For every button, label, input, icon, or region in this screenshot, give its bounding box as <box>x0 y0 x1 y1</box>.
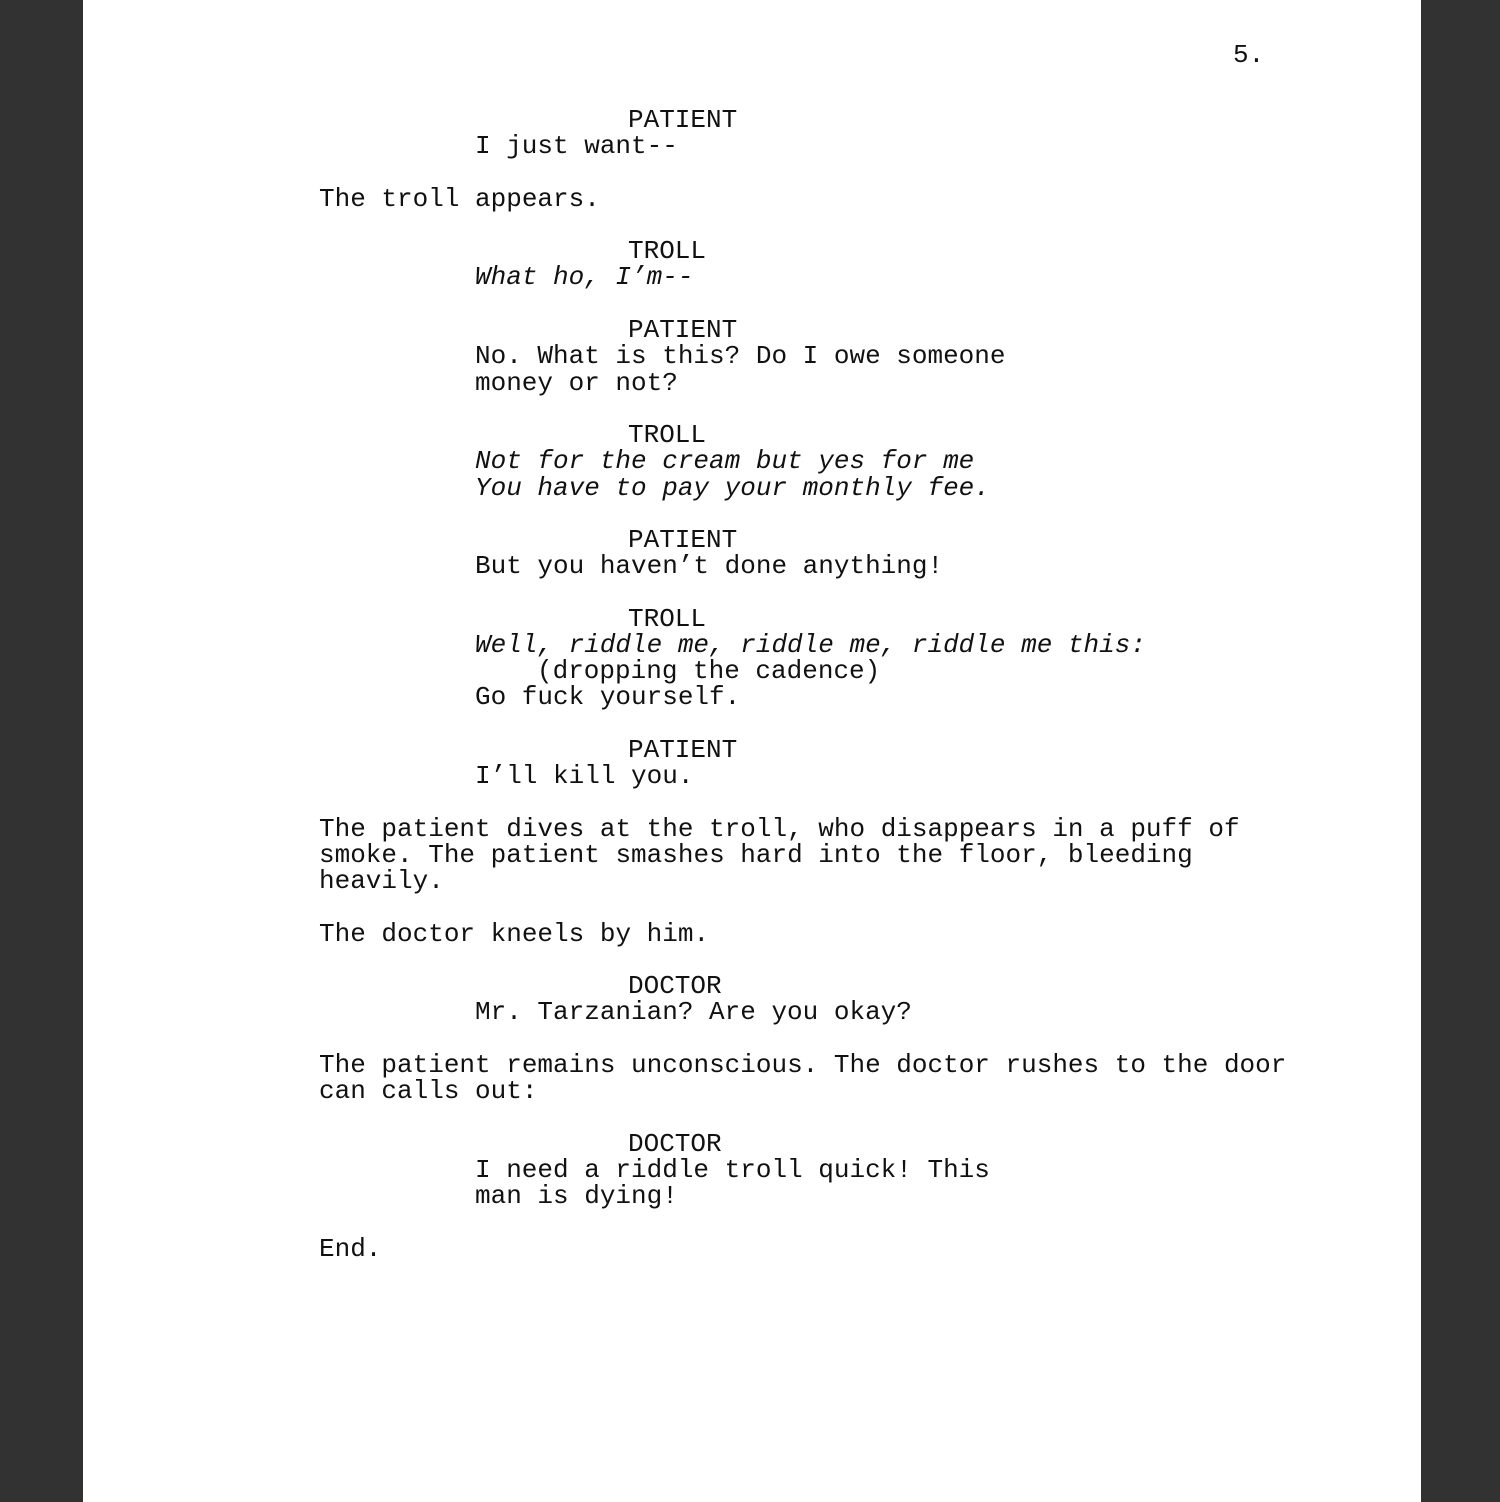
page-number: 5. <box>1233 40 1265 70</box>
character-name: DOCTOR <box>628 1129 722 1159</box>
character-name: PATIENT <box>628 525 738 555</box>
dialogue-line: man is dying! <box>475 1181 678 1211</box>
action-line: heavily. <box>319 866 444 896</box>
character-name: DOCTOR <box>628 971 722 1001</box>
script-page <box>83 0 1421 1502</box>
dialogue-line: money or not? <box>475 368 678 398</box>
character-name: PATIENT <box>628 105 738 135</box>
action-line: The troll appears. <box>319 184 600 214</box>
character-name: TROLL <box>628 604 707 634</box>
dialogue-line: I need a riddle troll quick! This <box>475 1155 990 1185</box>
character-name: TROLL <box>628 236 707 266</box>
dialogue-line: I just want-- <box>475 131 678 161</box>
dialogue-line: You have to pay your monthly fee. <box>475 473 990 503</box>
action-line: End. <box>319 1234 382 1264</box>
action-line: The patient remains unconscious. The doctor rushes to the door <box>319 1050 1287 1080</box>
action-line: can calls out: <box>319 1076 538 1106</box>
dialogue-line: Mr. Tarzanian? Are you okay? <box>475 997 912 1027</box>
action-line: The patient dives at the troll, who disappears in a puff of <box>319 814 1240 844</box>
character-name: PATIENT <box>628 315 738 345</box>
dialogue-line: What ho, I’m-- <box>475 262 694 292</box>
action-line: The doctor kneels by him. <box>319 919 710 949</box>
dialogue-line: Well, riddle me, riddle me, riddle me this: <box>475 630 1146 660</box>
dialogue-line: But you haven’t done anything! <box>475 551 944 581</box>
parenthetical: (dropping the cadence) <box>537 656 881 686</box>
character-name: PATIENT <box>628 735 738 765</box>
dialogue-line: I’ll kill you. <box>475 761 694 791</box>
dialogue-line: Go fuck yourself. <box>475 682 741 712</box>
character-name: TROLL <box>628 420 707 450</box>
dialogue-line: No. What is this? Do I owe someone <box>475 341 1006 371</box>
dialogue-line: Not for the cream but yes for me <box>475 446 975 476</box>
action-line: smoke. The patient smashes hard into the floor, bleeding <box>319 840 1193 870</box>
